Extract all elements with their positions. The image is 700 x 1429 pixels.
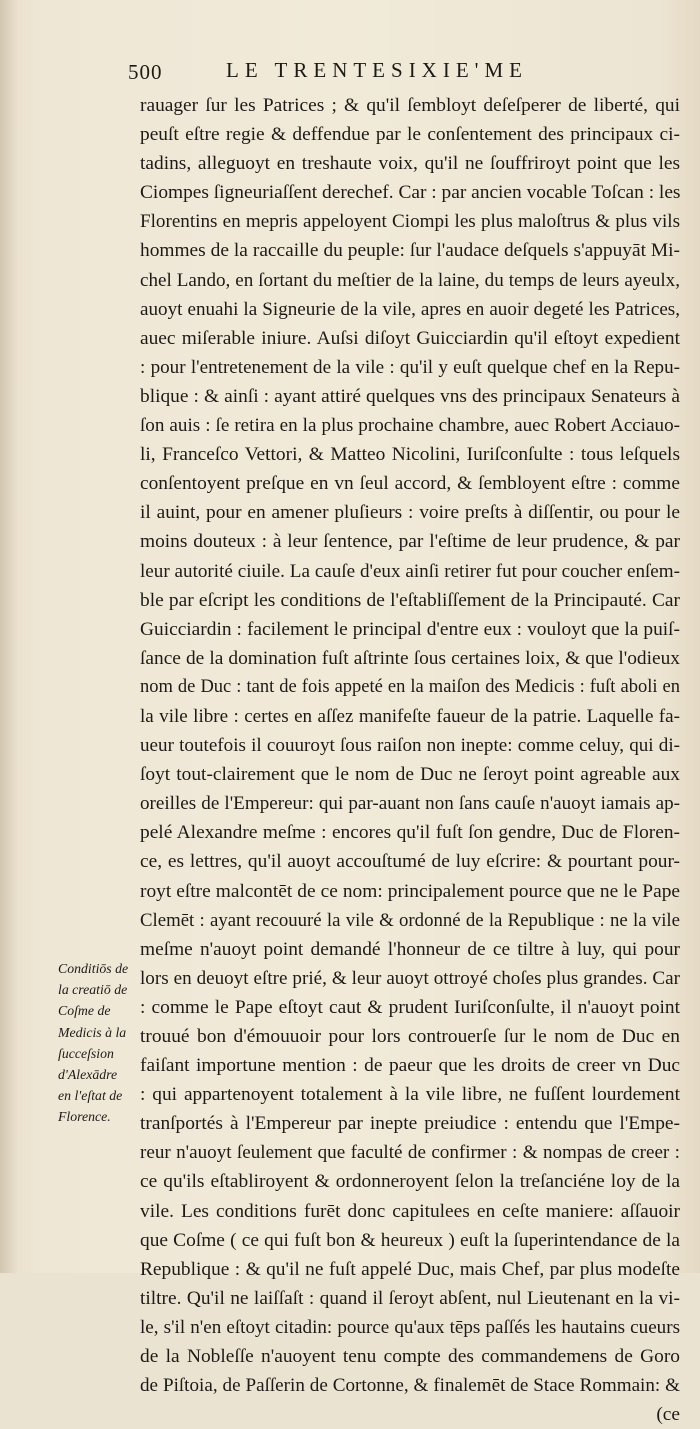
text-line: peuſt eſtre regie & deffendue par le conſentement des principaux ci- <box>140 124 680 146</box>
margin-note-line: Coſme de <box>58 1003 111 1019</box>
margin-note-line: Conditiōs de <box>58 961 129 976</box>
page-header <box>128 58 688 88</box>
text-line: Republique : & qu'il ne fuſt appelé Duc, mais Chef, par plus modeſte <box>140 1258 680 1280</box>
text-line: tiltre. Qu'il ne laiſſaſt : quand il ſeroyt abſent, nul Lieutenant en la vi- <box>140 1287 680 1309</box>
margin-note-line: Florence. <box>58 1109 111 1125</box>
margin-note-line: ſucceſsion <box>58 1045 114 1061</box>
text-line: reur n'auoyt ſeulement que faculté de confirmer : & nompas de creer : <box>140 1142 680 1164</box>
text-line: ce qu'ils eſtabliroyent & ordonneroyent ſelon la treſanciéne loy de la <box>140 1171 680 1193</box>
text-line: conſentoyent preſque en vn ſeul accord, & ſembloyent eſtre : comme <box>140 473 680 495</box>
text-line: rauager ſur les Patrices ; & qu'il ſembloyt deſeſperer de liberté, qui <box>140 95 680 116</box>
text-line: hommes de la raccaille du peuple: ſur l'audace deſquels s'appuyāt Mi- <box>140 240 680 262</box>
text-line: que Coſme ( ce qui fuſt bon & heureux ) euſt la ſuperintendance de la <box>140 1229 680 1251</box>
text-line: auec miſerable iniure. Auſsi diſoyt Guicciardin qu'il eſtoyt expedient <box>140 327 680 349</box>
margin-note-line: d'Alexādre <box>58 1067 118 1083</box>
text-line: ſon auis : ſe retira en la plus prochaine chambre, auec Robert Acciauo- <box>140 415 680 437</box>
text-line: oreilles de l'Empereur: qui par-auant non ſans cauſe n'auoyt iamais ap- <box>140 793 680 815</box>
text-line: nom de Duc : tant de fois appeté en la maiſon des Medicis : fuſt aboli en <box>140 676 680 697</box>
text-line: faiſant importune mention : de paeur que les droits de creer vn Duc <box>140 1055 680 1077</box>
text-line: leur autorité ciuile. La cauſe d'eux ainſi retirer fut pour coucher enſem- <box>140 560 680 582</box>
text-line: Guicciardin : facilement le principal d'entre eux : vouloyt que la puiſ- <box>140 618 680 640</box>
text-line: le, s'il n'en eſtoyt citadin: pource qu'aux tēps paſſés les hautains cueurs <box>140 1316 680 1338</box>
running-head: LE TRENTESIXIE'ME <box>226 58 528 82</box>
margin-note-line: Medicis à la <box>58 1024 127 1040</box>
text-line: : qui appartenoyent totalement à la vile libre, ne fuſſent lourdement <box>140 1084 680 1106</box>
text-line: li, Franceſco Vettori, & Matteo Nicolini, Iuriſconſulte : tous leſquels <box>140 444 680 466</box>
text-line: ſance de la domination fuſt aſtrinte ſous certaines loix, & que l'odieux <box>140 647 680 669</box>
text-line: ſoyt tout-clairement que le nom de Duc ne ſeroyt point agreable aux <box>140 764 680 786</box>
text-line: il auint, pour en amener pluſieurs : voire preſts à diſſentir, ou pour le <box>140 502 680 524</box>
text-line: auoyt enuahi la Signeurie de la vile, apres en auoir degeté les Patrices, <box>140 298 680 320</box>
text-line: blique : & ainſi : ayant attiré quelques vns des principaux Senateurs à <box>140 385 680 407</box>
text-line: ueur toutefois il couuroyt ſous raiſon non inepte: comme celuy, qui di- <box>140 735 680 757</box>
text-line: meſme n'auoyt point demandé l'honneur de ce tiltre à luy, qui pour <box>140 938 680 960</box>
text-line: chel Lando, en ſortant du meſtier de la laine, du temps de leurs ayeulx, <box>140 269 680 291</box>
catchword: (ce <box>656 1404 680 1426</box>
text-line: trouué bon d'émouuoir pour lors controuerſe ſur le nom de Duc en <box>140 1026 680 1047</box>
text-line: tadins, alleguoyt en treshaute voix, qu'il ne ſouffriroyt point que les <box>140 153 680 175</box>
text-line: lors en deuoyt eſtre prié, & leur auoyt ottroyé choſes plus grandes. Car <box>140 967 680 989</box>
text-line: ble par eſcript les conditions de l'eſtabliſſement de la Principauté. Car <box>140 589 680 611</box>
margin-note-line: en l'eſtat de <box>58 1088 123 1104</box>
text-line: Ciompes ſigneuriaſſent derechef. Car : par ancien vocable Toſcan : les <box>140 182 681 204</box>
text-line: vile. Les conditions furēt donc capitulees en ceſte maniere: aſſauoir <box>140 1200 680 1222</box>
text-line: moins douteux : à leur ſentence, par l'eſtime de leur prudence, & par <box>140 531 680 553</box>
text-line: tranſportés à l'Empereur par inepte preiudice : entendu que l'Empe- <box>140 1113 680 1135</box>
text-line: de Piſtoia, de Paſſerin de Cortonne, & finalemēt de Stace Rommain: & <box>140 1375 680 1397</box>
gutter-shadow <box>0 0 18 1273</box>
margin-note-line: la creatiō de <box>58 982 128 998</box>
text-line: pelé Alexandre meſme : encores qu'il fuſt ſon gendre, Duc de Floren- <box>140 822 680 844</box>
body-text <box>140 91 680 1429</box>
text-line: : pour l'entretenement de la vile : qu'il y euſt quelque chef en la Repu- <box>140 356 680 378</box>
text-line: royt eſtre malcontēt de ce nom: principalement pource que ne le Pape <box>140 880 680 902</box>
page-number: 500 <box>128 60 163 84</box>
margin-note <box>58 958 138 1128</box>
text-line: : comme le Pape eſtoyt caut & prudent Iuriſconſulte, il n'auoyt point <box>140 996 680 1018</box>
text-line: Clemēt : ayant recouuré la vile & ordonné de la Republique : ne la vile <box>140 909 680 931</box>
text-line: Florentins en mepris appeloyent Ciompi les plus maloſtrus & plus vils <box>140 211 680 233</box>
text-line: de la Nobleſſe n'auoyent tenu compte des commandemens de Goro <box>140 1346 680 1368</box>
text-line: ce, es lettres, qu'il auoyt accouſtumé de luy eſcrire: & pourtant pour- <box>140 851 680 873</box>
text-line: la vile libre : certes en aſſez manifeſte faueur de la patrie. Laquelle fa- <box>140 705 680 727</box>
